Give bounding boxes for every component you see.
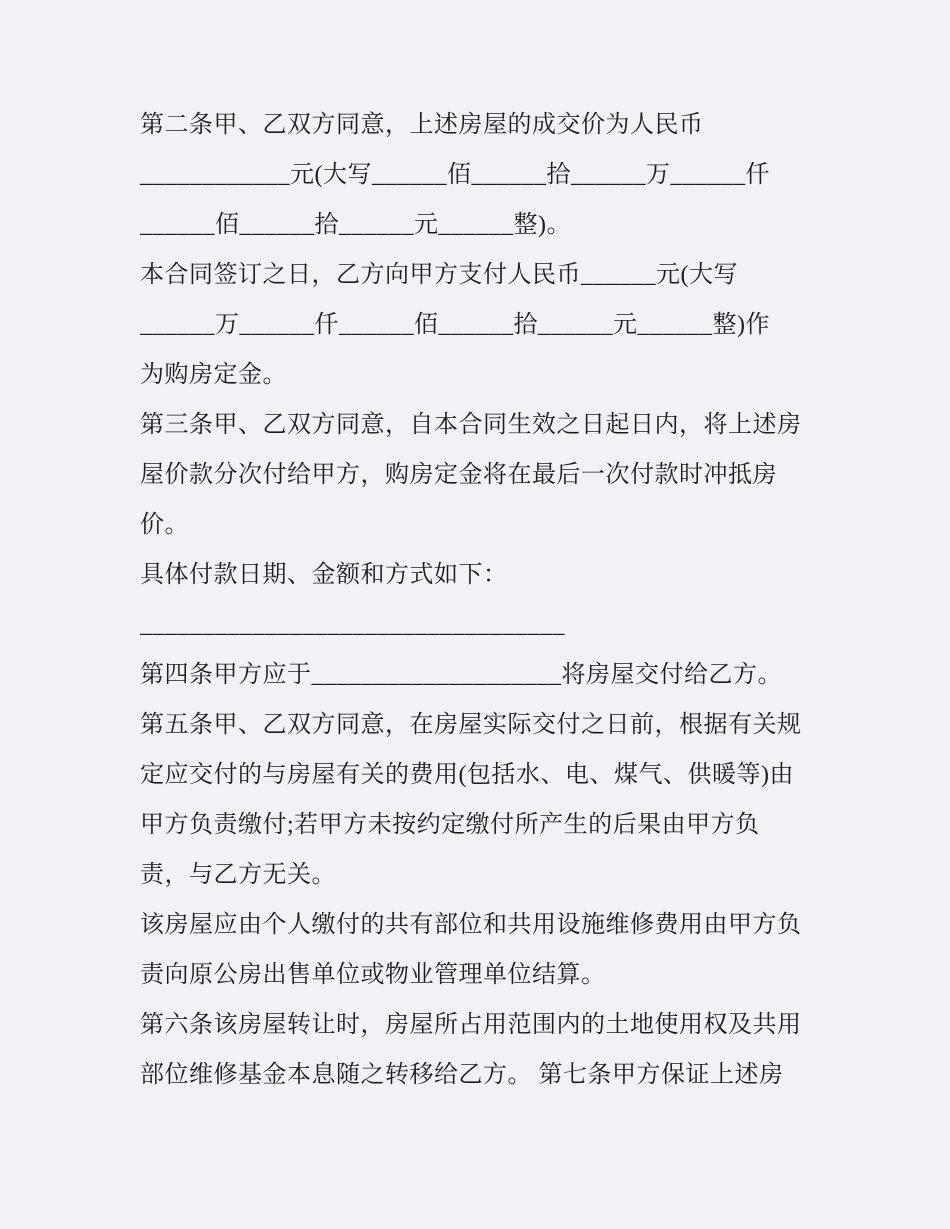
text-line: 第五条甲、乙双方同意，在房屋实际交付之日前，根据有关规 — [140, 712, 802, 738]
text-line: ______佰______拾______元______整)。 — [140, 212, 571, 238]
text-line: 本合同签订之日，乙方向甲方支付人民币______元(大写 — [140, 262, 738, 288]
text-line: 责，与乙方无关。 — [140, 862, 336, 888]
text-line: 责向原公房出售单位或物业管理单位结算。 — [140, 962, 606, 988]
text-line: 具体付款日期、金额和方式如下： — [140, 562, 508, 588]
text-line: 该房屋应由个人缴付的共有部位和共用设施维修费用由甲方负 — [140, 912, 802, 938]
text-line: 第六条该房屋转让时，房屋所占用范围内的土地使用权及共用 — [140, 1012, 802, 1038]
text-line: 价。 — [140, 512, 189, 538]
text-line: 部位维修基金本息随之转移给乙方。 第七条甲方保证上述房 — [140, 1062, 784, 1088]
text-line: ____________元(大写______佰______拾______万______仟 — [140, 162, 770, 188]
text-line: ______万______仟______佰______拾______元______整)作 — [140, 312, 770, 338]
text-line: 为购房定金。 — [140, 362, 287, 388]
blank-fill-line: __________________________________ — [140, 612, 565, 638]
contract-text-body — [140, 100, 830, 1100]
text-line: 屋价款分次付给甲方，购房定金将在最后一次付款时冲抵房 — [140, 462, 777, 488]
text-line: 定应交付的与房屋有关的费用(包括水、电、煤气、供暖等)由 — [140, 762, 794, 788]
text-line: 甲方负责缴付;若甲方未按约定缴付所产生的后果由甲方负 — [140, 812, 760, 838]
text-line: 第三条甲、乙双方同意，自本合同生效之日起日内，将上述房 — [140, 412, 802, 438]
text-line: 第二条甲、乙双方同意，上述房屋的成交价为人民币 — [140, 112, 704, 138]
text-line: 第四条甲方应于____________________将房屋交付给乙方。 — [140, 662, 782, 688]
